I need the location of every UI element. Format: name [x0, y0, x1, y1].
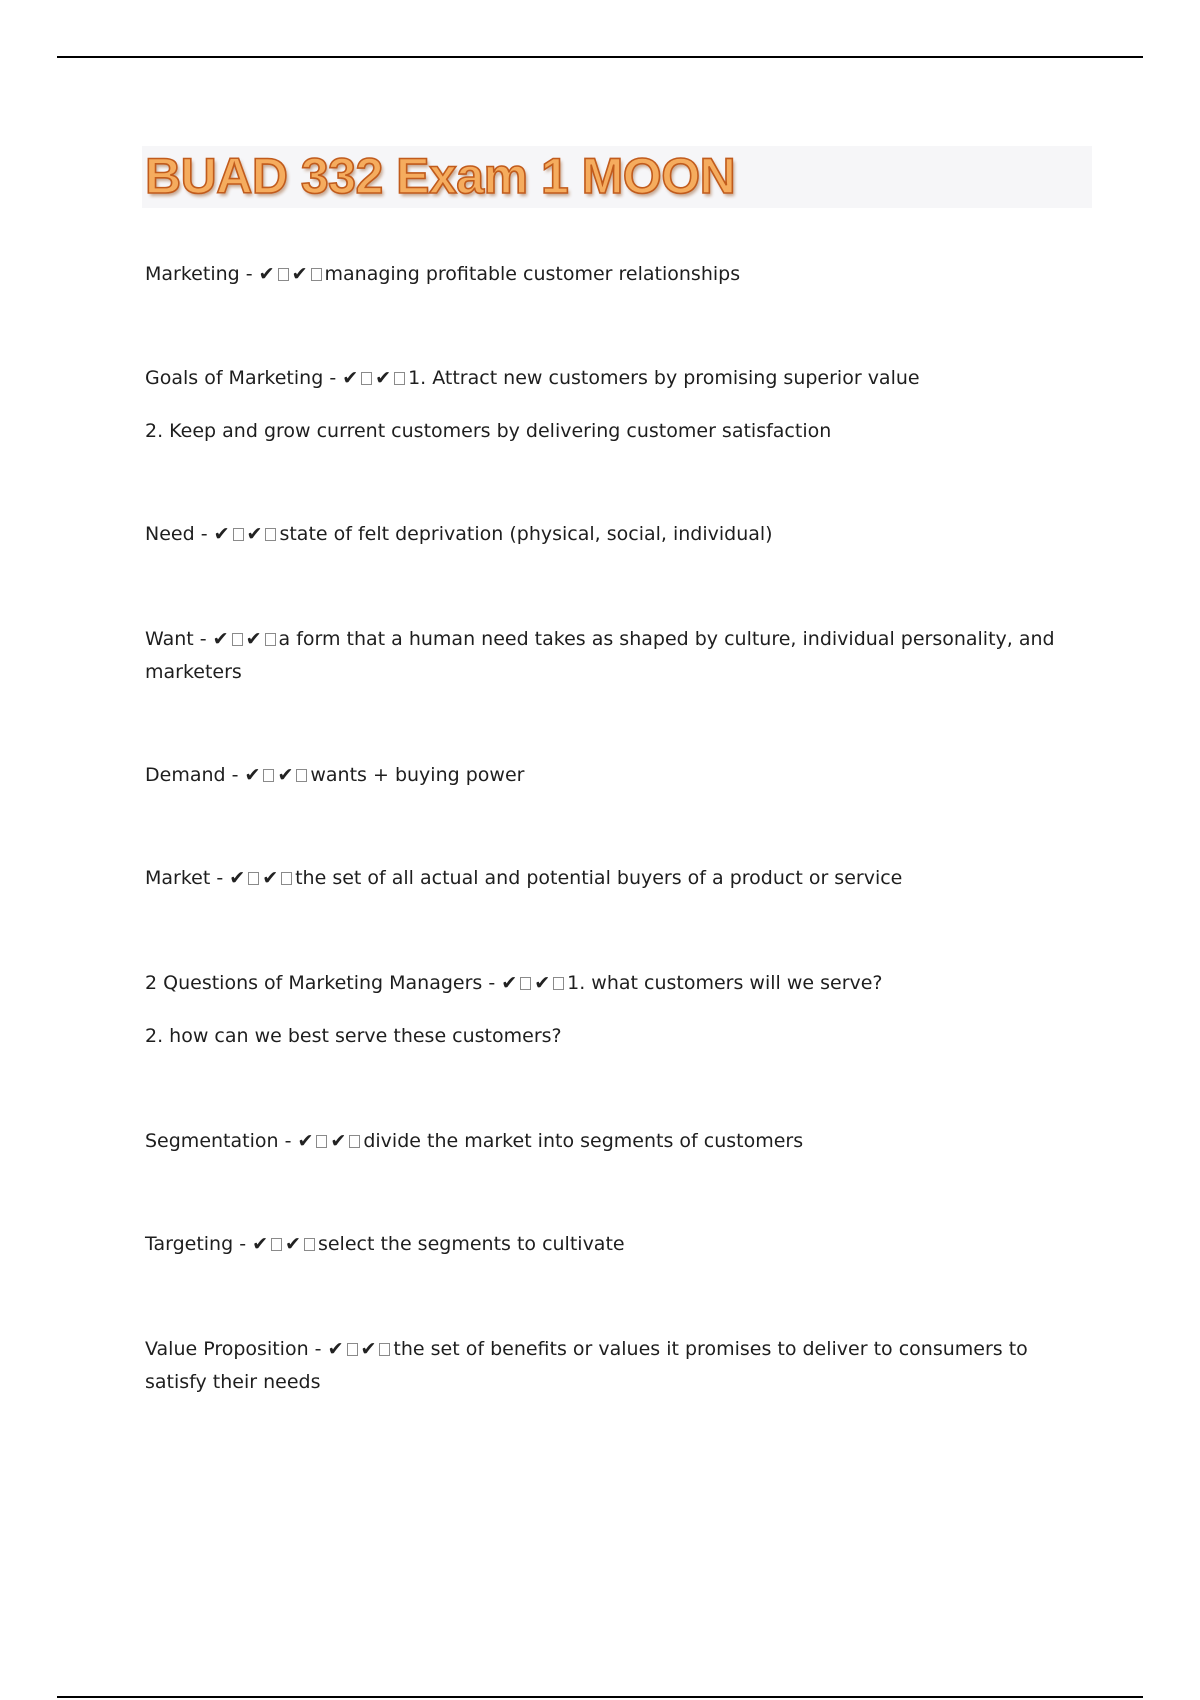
entry-term: Value Proposition [145, 1338, 309, 1360]
entry-definition: the set of benefits or values it promises to deliver to consumers to satisfy their needs [145, 1338, 1028, 1393]
check-marks: - ✔ ✔ [216, 867, 295, 889]
entry-term: Market [145, 867, 211, 889]
check-marks: - ✔ ✔ [488, 972, 567, 994]
check-marks: - ✔ ✔ [329, 367, 408, 389]
entry-continuation: 2. Keep and grow current customers by delivering customer satisfaction [145, 420, 832, 442]
check-marks: - ✔ ✔ [239, 1233, 318, 1255]
entry-term: Goals of Marketing [145, 367, 324, 389]
check-marks: - ✔ ✔ [246, 263, 325, 285]
entry-continuation: 2. how can we best serve these customers? [145, 1025, 562, 1047]
entry-term: Marketing [145, 263, 240, 285]
top-rule [57, 56, 1143, 58]
entry-definition: a form that a human need takes as shaped by culture, individual personality, and marketers [145, 628, 1055, 683]
entry-term: 2 Questions of Marketing Managers [145, 972, 483, 994]
entry-definition: divide the market into segments of customers [363, 1130, 804, 1152]
entry-definition: 1. Attract new customers by promising superior value [408, 367, 920, 389]
flashcard-entry [145, 862, 1075, 895]
entry-term: Demand [145, 764, 226, 786]
entry-term: Need [145, 523, 195, 545]
entry-term: Segmentation [145, 1130, 279, 1152]
entry-term: Targeting [145, 1233, 234, 1255]
flashcard-entry [145, 362, 1075, 448]
flashcard-entry [145, 258, 1075, 291]
entry-definition: the set of all actual and potential buyers of a product or service [295, 867, 903, 889]
entry-term: Want [145, 628, 194, 650]
check-marks: - ✔ ✔ [200, 628, 279, 650]
check-marks: - ✔ ✔ [201, 523, 280, 545]
entry-definition: state of felt deprivation (physical, social, individual) [279, 523, 773, 545]
check-marks: - ✔ ✔ [232, 764, 311, 786]
check-marks: - ✔ ✔ [285, 1130, 364, 1152]
bottom-rule [57, 1696, 1143, 1698]
flashcard-entry [145, 518, 1075, 551]
entry-definition: 1. what customers will we serve? [567, 972, 883, 994]
flashcard-entry [145, 623, 1075, 689]
check-marks: - ✔ ✔ [315, 1338, 394, 1360]
flashcard-entry [145, 1228, 1075, 1261]
flashcard-entry [145, 759, 1075, 792]
entry-definition: select the segments to cultivate [317, 1233, 625, 1255]
flashcard-entry [145, 1125, 1075, 1158]
document-title: BUAD 332 Exam 1 MOON [145, 148, 736, 204]
entry-definition: wants + buying power [310, 764, 525, 786]
flashcard-entry [145, 967, 1075, 1053]
flashcard-entry [145, 1333, 1075, 1399]
entry-definition: managing profitable customer relationships [324, 263, 741, 285]
